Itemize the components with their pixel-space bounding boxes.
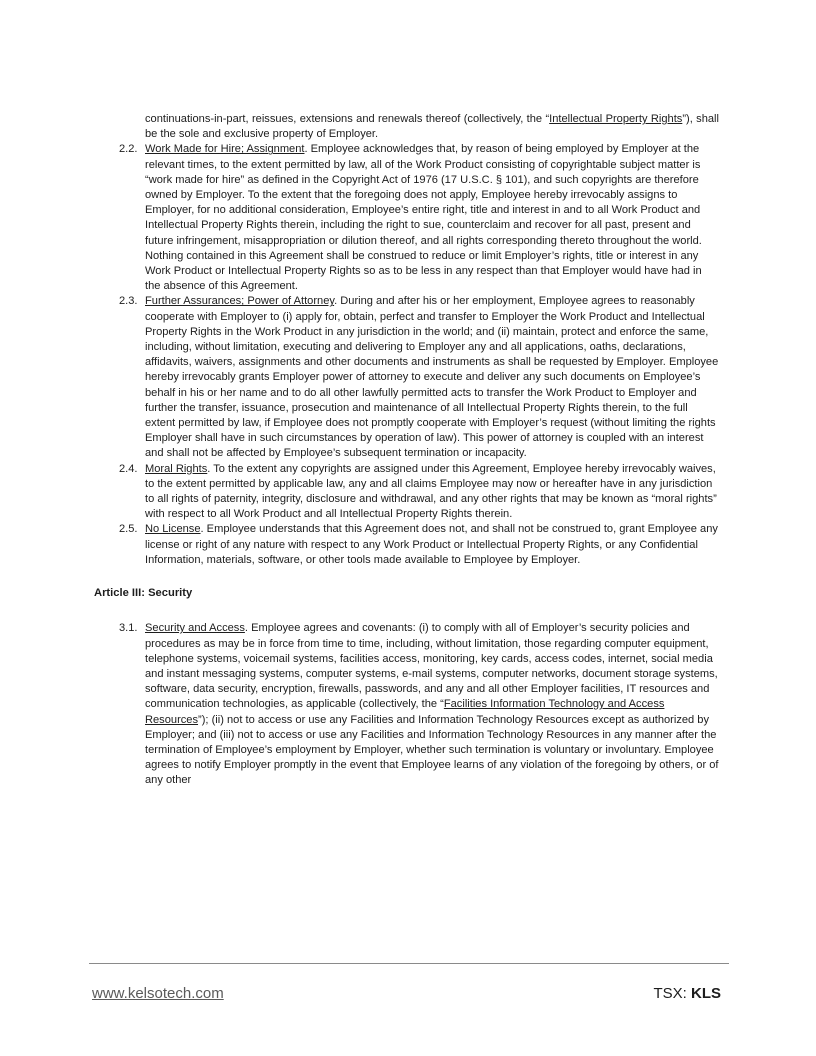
section-2-4: [119, 462, 719, 523]
section-number: 2.4.: [119, 462, 138, 475]
footer-ticker: [653, 985, 721, 1002]
defined-term-facilities: Facilities Information Technology and Access Resources: [145, 698, 665, 726]
section-text: . Employee agrees and covenants: (i) to comply with all of Employer’s security policies and procedures as may be in force from time to time, including, without limitation, those regarding computer equipment, telephone systems, voicemail systems, facilities access, monitoring, key cards, access codes, internet, social media and instant messaging systems, computer systems, e-mail systems, computer networks, document storage systems, software, data security, encryption, firewalls, passwords, and any and all other Employer facilities, IT resources and communication technologies, as applicable (collectively, the “: [145, 622, 718, 711]
section-3-1: [119, 621, 719, 788]
document-body: [94, 112, 719, 789]
section-text-end: ”); (ii) not to access or use any Facilities and Information Technology Resources except as authorized by Employer; and (iii) not to access or use any Facilities and Information Technology Resources in any manner after the termination of Employee’s employment by Employer, whether such termination is voluntary or involuntary. Employee agrees to notify Employer promptly in the event that Employee learns of any violation of the foregoing by others, or of any other: [145, 713, 719, 787]
section-text: . Employee acknowledges that, by reason of being employed by Employer at the relevant times, to the extent permitted by law, all of the Work Product consisting of copyrightable subject matter is “work made for hire” as defined in the Copyright Act of 1976 (17 U.S.C. § 101), and such copyrights are therefore owned by Employer. To the extent that the foregoing does not apply, Employee hereby irrevocably assigns to Employer, for no additional consideration, Employee’s entire right, title and interest in and to all Work Product and Intellectual Property Rights therein, including the right to sue, counterclaim and recover for all past, present and future infringement, misappropriation or dilution thereof, and all rights corresponding thereto throughout the world. Nothing contained in this Agreement shall be construed to reduce or limit Employer’s rights, title or interest in any Work Product or Intellectual Property Rights so as to be less in any respect than that Employer would have had in the absence of this Agreement.: [145, 143, 702, 293]
section-title: No License: [145, 523, 201, 536]
section-number: 2.5.: [119, 523, 138, 536]
section-text: . To the extent any copyrights are assigned under this Agreement, Employee hereby irrevocably waives, to the extent permitted by applicable law, any and all claims Employee may now or hereafter have in any jurisdiction to all rights of paternity, integrity, disclosure and withdrawal, and any other rights that may be known as “moral rights” with respect to all Work Product and all Intellectual Property Rights therein.: [145, 462, 717, 521]
section-2-3: [119, 294, 719, 461]
ticker-prefix: TSX:: [653, 985, 691, 1002]
section-text: . Employee understands that this Agreement does not, and shall not be construed to, grant Employee any license or right of any nature with respect to any Work Product or Intellectual Property Rights, or any Confidential Information, materials, software, or other tools made available to Employee by Employer.: [145, 523, 718, 566]
ticker-symbol: KLS: [691, 985, 721, 1002]
footer-website-link[interactable]: www.kelsotech.com: [92, 985, 224, 1002]
footer-divider: [89, 963, 729, 964]
defined-term-ip-rights: Intellectual Property Rights: [549, 113, 683, 125]
section-number: 2.2.: [119, 143, 138, 156]
continuation-text: continuations-in-part, reissues, extensions and renewals thereof (collectively, the “: [145, 113, 550, 125]
section-2-2: [119, 142, 719, 294]
continuation-text-end: ”), shall be the sole and exclusive property of Employer.: [145, 113, 719, 141]
section-number: 2.3.: [119, 295, 138, 308]
section-2-5: [119, 522, 719, 568]
article-3-heading: Article III: Security: [94, 587, 193, 600]
section-number: 3.1.: [119, 622, 138, 635]
section-2-1-continuation: [145, 112, 719, 142]
section-title: Moral Rights: [145, 462, 208, 475]
section-title: Security and Access: [145, 622, 245, 635]
section-text: . During and after his or her employment, Employee agrees to reasonably cooperate with Employer to (i) apply for, obtain, perfect and transfer to Employer the Work Product and Intellectual Property Rights in the Work Product in any jurisdiction in the world; and (ii) maintain, protect and enforce the same, including, without limitation, executing and delivering to Employer any and all applications, oaths, declarations, affidavits, waivers, assignments and other documents and instruments as shall be requested by Employer. Employee hereby irrevocably grants Employer power of attorney to execute and deliver any such documents on Employee’s behalf in his or her name and to do all other lawfully permitted acts to transfer the Work Product to Employer and further the transfer, issuance, prosecution and maintenance of all Intellectual Property Rights therein, to the full extent permitted by law, if Employee does not promptly cooperate with Employer’s request (without limiting the rights Employer shall have in such circumstances by operation of law). This power of attorney is coupled with an interest and shall not be affected by Employee’s subsequent termination or incapacity.: [145, 295, 719, 460]
section-title: Further Assurances; Power of Attorney: [145, 295, 335, 308]
section-title: Work Made for Hire; Assignment: [145, 143, 305, 156]
